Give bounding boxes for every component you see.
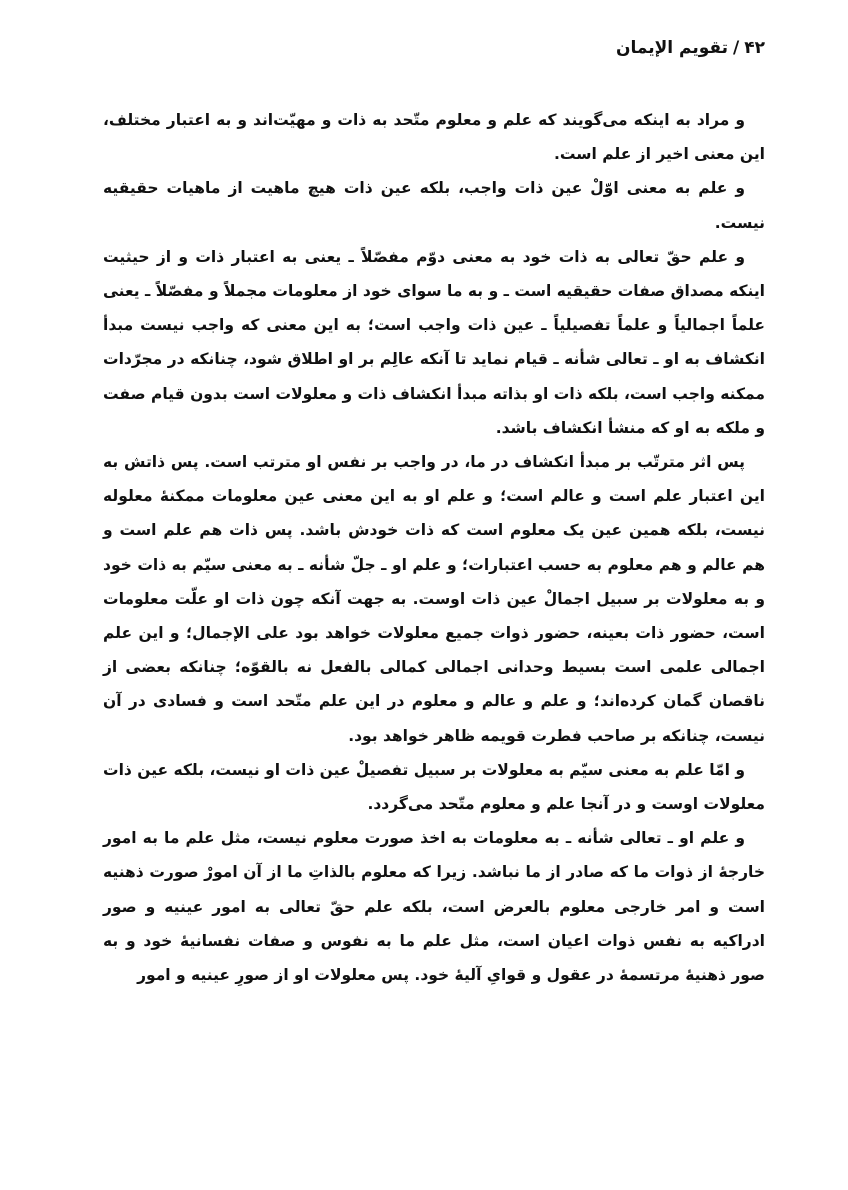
book-title: تقویم الإیمان xyxy=(615,38,729,58)
paragraph: و امّا علم به معنی سیّم به معلولات بر سبیل تفصیلْ عین ذات او نیست، بلکه عین ذات معلولات اوست و در آنجا علم و معلوم متّحد می‌گردد. xyxy=(103,760,765,814)
paragraph: و علم به معنی اوّلْ عین ذات واجب، بلکه عین ذات هیچ ماهیت از ماهیات حقیقیه نیست. xyxy=(103,179,765,232)
paragraph: و علم او ـ تعالی شأنه ـ به معلومات به اخذ صورت معلوم نیست، مثل علم ما به امور خارجهٔ از ذوات ما که صادر از ما نباشد. زیرا که معلوم بالذاتِ ما از آن امورْ صورت ذهنیه است و امر خارجی معلوم بالعرض است، بلکه علم حقّ تعالی به امور عینیه و صور ادراکیه به نفس ذوات اعیان است، مثل علم ما به نفوس و صفات نفسانیهٔ خود و به صور ذهنیهٔ مرتسمهٔ در عقول و قوایِ آلیهٔ خود. پس معلولات او از صورِ عینیه و امور xyxy=(103,829,765,985)
page-number: ۴۲ xyxy=(744,38,765,58)
paragraph: و علم حقّ تعالی به ذات خود به معنی دوّم مفصّلاً ـ یعنی به اعتبار ذات و از حیثیت اینکه مصداق صفات حقیقیه است ـ و به ما سوای خود از معلومات مجملاً و مفصّلاً ـ یعنی علماً اجمالیاً و علماً تفصیلیاً ـ عین ذات واجب است؛ به این معنی که واجب نیست مبدأ انکشاف به او ـ تعالی شأنه ـ قیام نماید تا آنکه عالِم بر او اطلاق شود، چنانکه در مجرّدات ممکنه واجب است، بلکه ذات او بذاته مبدأ انکشاف ذات و معلولات است بدون قیام صفت و ملکه به او که منشأ انکشاف باشد. xyxy=(103,247,765,437)
header-separator: / xyxy=(733,38,740,58)
running-header xyxy=(616,38,765,58)
paragraph: و مراد به اینکه می‌گویند که علم و معلوم متّحد به ذات و مهیّت‌اند و به اعتبار مختلف، این معنی اخیر از علم است. xyxy=(103,111,765,164)
body-text xyxy=(103,103,765,992)
paragraph: پس اثر مترتّب بر مبدأ انکشاف در ما، در واجب بر نفس او مترتب است. پس ذاتش به این اعتبار علم است و عالم است؛ و علم او به این معنی عین معلومات ممکنهٔ معلوله نیست، بلکه همین عین یک معلوم است که ذات خودش باشد. پس ذات هم علم است و هم عالم و هم معلوم به حسب اعتبارات؛ و علم او ـ جلّ شأنه ـ به معنی سیّم به ذات خود و به معلولات بر سبیل اجمالْ عین ذات اوست. به جهت آنکه چون ذات او علّت معلومات است، حضور ذات بعینه، حضور ذوات جمیع معلولات خواهد بود علی الإجمال؛ و این علم اجمالی علمی است بسیط وحدانی اجمالی کمالی بالفعل نه بالقوّه؛ چنانکه بعضی از ناقصان گمان کرده‌اند؛ و علم و عالم و معلوم در این علم متّحد است و فسادی در آن نیست، چنانکه بر صاحب فطرت قویمه ظاهر خواهد بود. xyxy=(103,453,765,745)
